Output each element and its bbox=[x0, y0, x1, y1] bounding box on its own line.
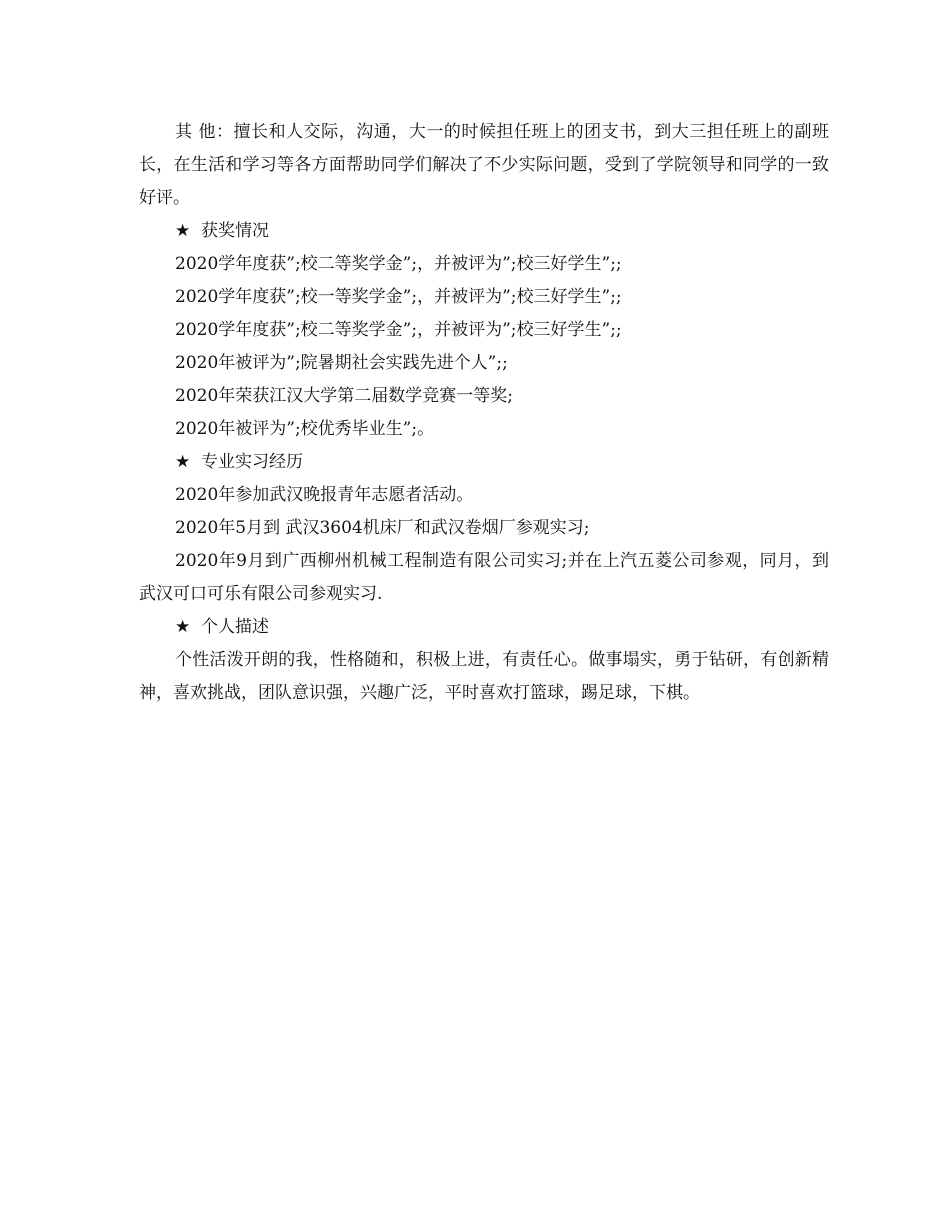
internship-heading-text: 专业实习经历 bbox=[201, 452, 303, 472]
award-item: 2020学年度获”;校二等奖学金”;，并被评为”;校三好学生”;; bbox=[175, 320, 622, 340]
personal-heading bbox=[139, 611, 829, 644]
awards-heading bbox=[139, 215, 829, 248]
award-item: 2020年被评为”;校优秀毕业生”;。 bbox=[175, 419, 435, 439]
award-item: 2020年被评为”;院暑期社会实践先进个人”;; bbox=[175, 353, 508, 373]
internship-item: 2020年5月到 武汉3604机床厂和武汉卷烟厂参观实习; bbox=[175, 518, 590, 538]
star-icon: ★ bbox=[175, 617, 191, 637]
internship-item: 2020年参加武汉晚报青年志愿者活动。 bbox=[175, 485, 474, 505]
award-item: 2020学年度获”;校二等奖学金”;，并被评为”;校三好学生”;; bbox=[175, 254, 622, 274]
award-item: 2020年荣获江汉大学第二届数学竞赛一等奖; bbox=[175, 386, 513, 406]
star-icon: ★ bbox=[175, 452, 191, 472]
personal-paragraph: 个性活泼开朗的我，性格随和，积极上进，有责任心。做事塌实，勇于钻研，有创新精神，喜欢挑战，团队意识强，兴趣广泛，平时喜欢打篮球，踢足球，下棋。 bbox=[139, 650, 829, 703]
star-icon: ★ bbox=[175, 221, 191, 241]
resume-content bbox=[139, 116, 829, 710]
award-item: 2020学年度获”;校一等奖学金”;，并被评为”;校三好学生”;; bbox=[175, 287, 622, 307]
personal-heading-text: 个人描述 bbox=[201, 617, 269, 637]
other-paragraph: 其 他：擅长和人交际，沟通，大一的时候担任班上的团支书，到大三担任班上的副班长，在生活和学习等各方面帮助同学们解决了不少实际问题，受到了学院领导和同学的一致好评。 bbox=[139, 122, 829, 208]
internship-paragraph: 2020年9月到广西柳州机械工程制造有限公司实习;并在上汽五菱公司参观，同月，到 武汉可口可乐有限公司参观实习. bbox=[139, 551, 829, 604]
internship-heading bbox=[139, 446, 829, 479]
awards-heading-text: 获奖情况 bbox=[201, 221, 269, 241]
